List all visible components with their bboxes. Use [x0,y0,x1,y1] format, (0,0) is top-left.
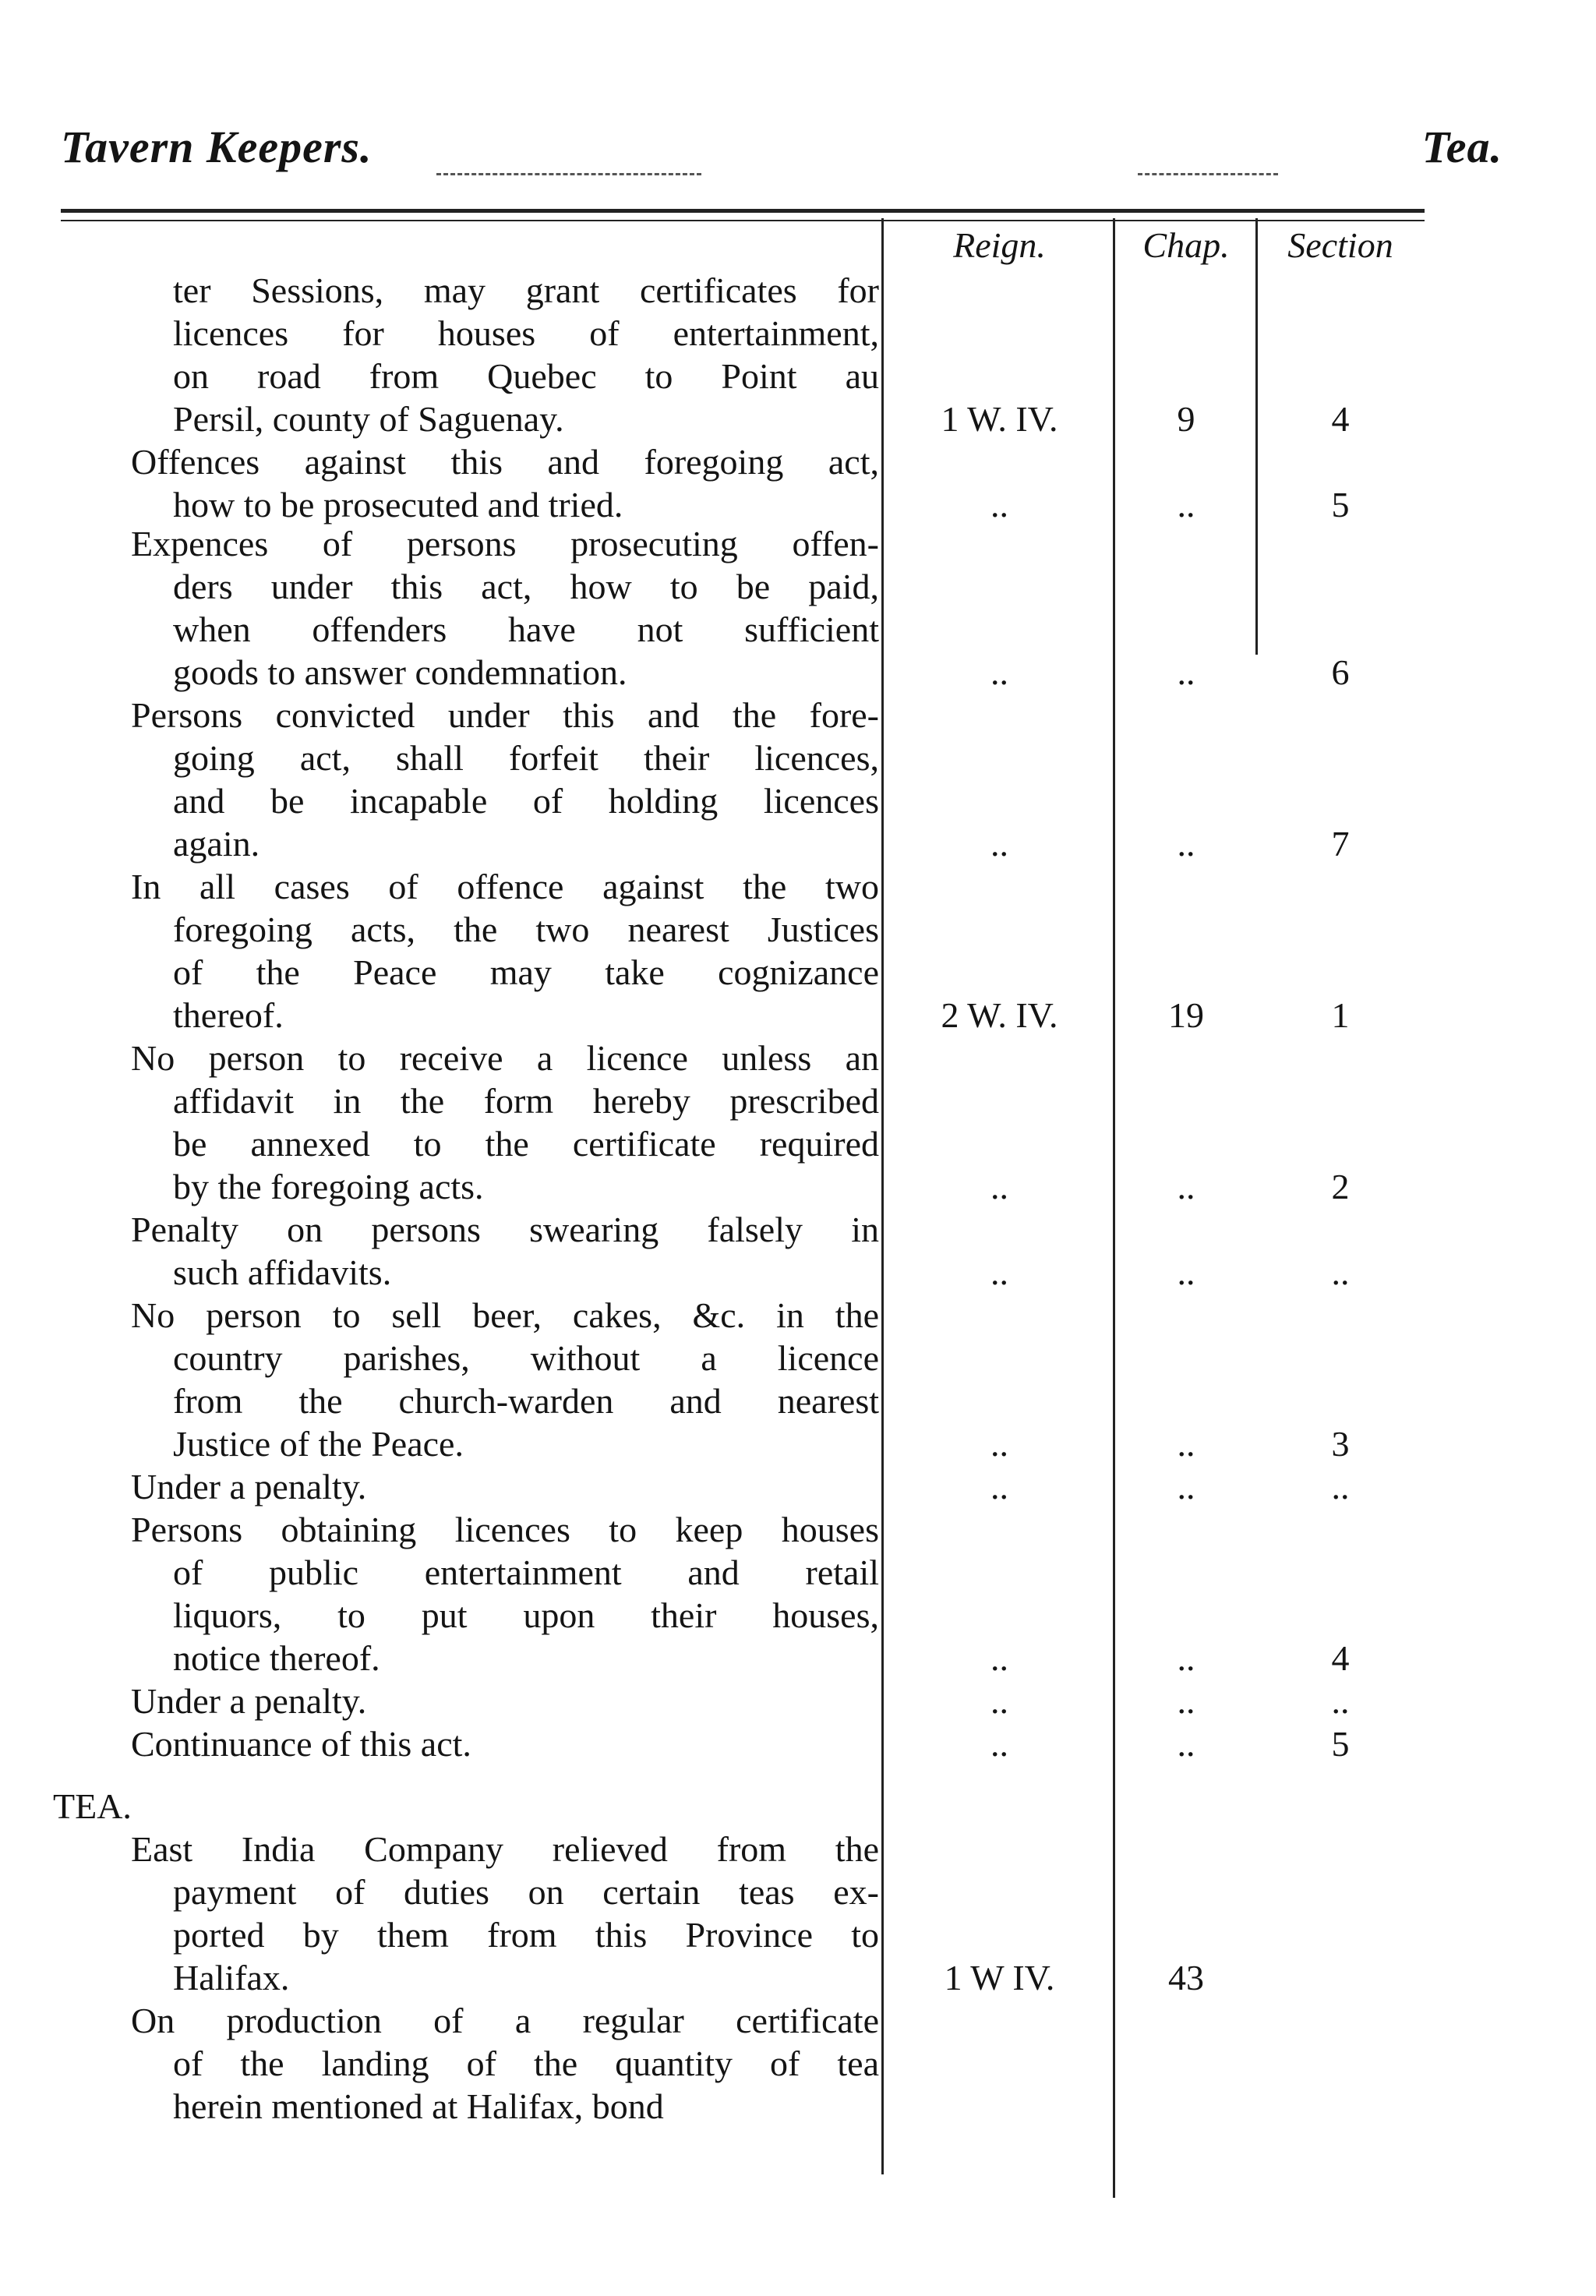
running-head-right: Tea. [1421,122,1502,172]
entry-text: ported by them from this Province to [173,1915,879,1955]
column-header-reign: Reign. [953,225,1046,265]
entry-line [173,994,879,1037]
chap-cell: .. [1177,1424,1195,1464]
reign-cell: .. [990,1467,1008,1507]
entry-line [131,865,879,908]
entry-line [131,1828,879,1870]
reign-cell: 2 W. IV. [941,995,1058,1035]
entry-line [173,1870,879,1913]
entry-text: of the Peace may take cognizance [173,952,879,992]
chap-cell: .. [1177,1252,1195,1292]
entry-text: goods to answer condemnation. [173,652,627,692]
entry-text: On production of a regular certificate [131,2001,879,2040]
entry-line [173,1251,879,1294]
entry-line [173,1594,879,1637]
chap-cell: .. [1177,1724,1195,1764]
entry-text: No person to sell beer, cakes, &c. in the [131,1295,879,1335]
chap-cell: .. [1177,1681,1195,1721]
tea-heading: TEA. [53,1786,132,1826]
column-header-section: Section [1287,225,1393,265]
entry-line [131,522,879,565]
entry-line [173,822,879,865]
head-dash-rule [1138,173,1278,175]
chap-cell: 43 [1168,1958,1204,1998]
section-cell: 7 [1331,824,1350,864]
entry-text: again. [173,824,260,864]
entry-text: Under a penalty. [131,1467,367,1507]
section-cell: 5 [1331,485,1350,525]
entry-text: Expences of persons prosecuting offen- [131,524,879,563]
entry-line [173,483,879,526]
entry-text: Persil, county of Saguenay. [173,399,564,439]
entry-line [131,1722,879,1765]
reign-cell: .. [990,652,1008,692]
chap-cell: .. [1177,1638,1195,1678]
reign-cell: .. [990,1638,1008,1678]
reign-cell: 1 W. IV. [941,399,1058,439]
entry-line [131,1680,879,1722]
entry-line [173,1913,879,1956]
section-cell: .. [1331,1252,1350,1292]
entry-text: country parishes, without a licence [173,1338,879,1378]
entry-line [173,312,879,355]
entry-text: affidavit in the form hereby prescribed [173,1081,879,1121]
entry-text: on road from Quebec to Point au [173,356,879,396]
entry-line [173,2042,879,2085]
entry-line [173,1122,879,1165]
entry-line [173,1079,879,1122]
reign-cell: .. [990,1724,1008,1764]
entry-line [173,736,879,779]
column-divider [1113,218,1115,2198]
section-cell: 6 [1331,652,1350,692]
column-divider [1255,218,1258,655]
entry-line [173,1551,879,1594]
entry-text: Penalty on persons swearing falsely in [131,1210,879,1249]
entry-text: of public entertainment and retail [173,1552,879,1592]
section-cell: 1 [1331,995,1350,1035]
entry-line [131,1508,879,1551]
entry-line [131,440,879,483]
entry-text: ders under this act, how to be paid, [173,567,879,606]
entry-text: by the foregoing acts. [173,1167,484,1206]
entry-text: when offenders have not sufficient [173,609,879,649]
entry-text: Justice of the Peace. [173,1424,464,1464]
reign-cell: 1 W IV. [944,1958,1055,1998]
entry-line [173,2085,879,2128]
entry-text: from the church-warden and nearest [173,1381,879,1421]
reign-cell: .. [990,1424,1008,1464]
entry-text: and be incapable of holding licences [173,781,879,821]
entry-text: Offences against this and foregoing act, [131,442,879,482]
entry-line [173,1379,879,1422]
entry-text: thereof. [173,995,284,1035]
column-header-chap: Chap. [1142,225,1230,265]
entry-line [173,1422,879,1465]
entry-text: ter Sessions, may grant certificates for [173,270,879,310]
section-cell: .. [1331,1467,1350,1507]
entry-text: Continuance of this act. [131,1724,471,1764]
section-cell: .. [1331,1681,1350,1721]
entry-line [173,1956,879,1999]
section-cell: 4 [1331,1638,1350,1678]
chap-cell: .. [1177,1167,1195,1206]
entry-line [173,651,879,694]
entry-line [173,951,879,994]
entry-text: such affidavits. [173,1252,392,1292]
reign-cell: .. [990,824,1008,864]
entry-text: liquors, to put upon their houses, [173,1595,879,1635]
entry-text: foregoing acts, the two nearest Justices [173,910,879,949]
entry-line [131,1465,879,1508]
section-cell: 3 [1331,1424,1350,1464]
entry-text: payment of duties on certain teas ex- [173,1872,879,1912]
entry-line [173,397,879,440]
entry-text: licences for houses of entertainment, [173,313,879,353]
entry-line [173,355,879,397]
column-divider [881,218,884,2174]
entry-text: No person to receive a licence unless an [131,1038,879,1078]
entry-text: Under a penalty. [131,1681,367,1721]
entry-line [173,1165,879,1208]
section-cell: 5 [1331,1724,1350,1764]
entry-text: Halifax. [173,1958,290,1998]
entry-text: notice thereof. [173,1638,380,1678]
section-cell: 4 [1331,399,1350,439]
chap-cell: 19 [1168,995,1204,1035]
entry-line [173,779,879,822]
chap-cell: .. [1177,485,1195,525]
entry-text: Persons convicted under this and the fore- [131,695,879,735]
chap-cell: 9 [1177,399,1195,439]
entry-text: be annexed to the certificate required [173,1124,879,1164]
entry-line [131,1037,879,1079]
reign-cell: .. [990,485,1008,525]
entry-line [131,1294,879,1337]
head-dash-rule [436,173,701,175]
chap-cell: .. [1177,1467,1195,1507]
entry-text: herein mentioned at Halifax, bond [173,2086,664,2126]
header-rule-thin [61,220,1425,221]
entry-line [131,1208,879,1251]
entry-line [131,694,879,736]
entry-text: how to be prosecuted and tried. [173,485,623,525]
entry-line [173,565,879,608]
entry-line [173,608,879,651]
entry-text: East India Company relieved from the [131,1829,879,1869]
reign-cell: .. [990,1681,1008,1721]
entry-text: Persons obtaining licences to keep houses [131,1510,879,1549]
chap-cell: .. [1177,652,1195,692]
reign-cell: .. [990,1167,1008,1206]
chap-cell: .. [1177,824,1195,864]
entry-text: going act, shall forfeit their licences, [173,738,879,778]
entry-line [173,908,879,951]
section-cell: 2 [1331,1167,1350,1206]
entry-line [173,1637,879,1680]
entry-line [131,1999,879,2042]
entry-line [173,269,879,312]
header-rule-thick [61,209,1425,213]
entry-text: In all cases of offence against the two [131,867,879,906]
entry-text: of the landing of the quantity of tea [173,2043,879,2083]
running-head-left: Tavern Keepers. [61,122,373,172]
entry-line [173,1337,879,1379]
reign-cell: .. [990,1252,1008,1292]
